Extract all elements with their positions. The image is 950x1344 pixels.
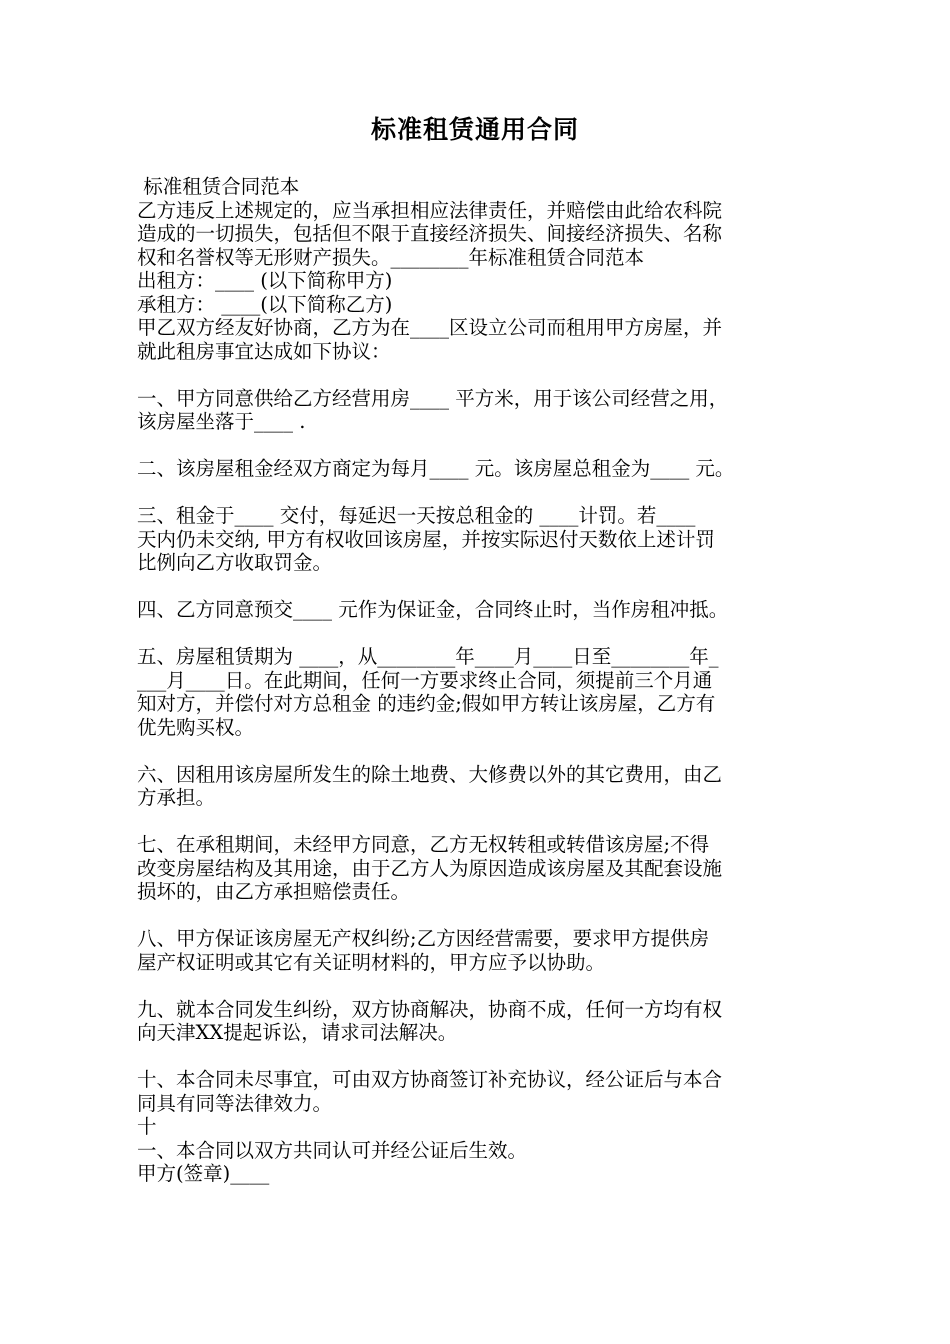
paragraph-spacer [137,481,827,505]
document-line: 承租方： ____(以下简称乙方) [137,292,393,316]
paragraph-spacer [137,974,827,998]
document-line: 一、甲方同意供给乙方经营用房____ 平方米，用于该公司经营之用， [137,386,729,410]
paragraph-spacer [137,739,827,763]
document-line: 九、就本合同发生纠纷，双方协商解决，协商不成，任何一方均有权 [137,997,723,1021]
document-line: 八、甲方保证该房屋无产权纠纷;乙方因经营需要，要求甲方提供房 [137,927,710,950]
document-line: 知对方，并偿付对方总租金 的违约金;假如甲方转让该房屋，乙方有 [137,692,716,715]
document-line: 优先购买权。 [137,715,255,739]
paragraph-spacer [137,575,827,599]
document-line: 比例向乙方收取罚金。 [137,551,333,574]
document-line: 该房屋坐落于____ . [137,410,306,433]
document-line: 向天津XX提起诉讼，请求司法解决。 [137,1021,458,1044]
paragraph-spacer [137,363,827,387]
document-line: ___月____日。在此期间，任何一方要求终止合同，须提前三个月通 [137,668,713,692]
document-line: 损坏的，由乙方承担赔偿责任。 [137,880,411,903]
document-line: 屋产权证明或其它有关证明材料的，甲方应予以协助。 [137,950,606,974]
document-line: 十 [137,1115,157,1138]
document-line: 甲乙双方经友好协商，乙方为在____区设立公司而租用甲方房屋，并 [137,316,723,339]
document-line: 改变房屋结构及其用途，由于乙方人为原因造成该房屋及其配套设施 [137,856,723,880]
document-line: 标准租赁合同范本 [137,175,300,198]
document-line: 四、乙方同意预交____ 元作为保证金，合同终止时，当作房租冲抵。 [137,598,729,621]
document-line: 出租方：____ (以下简称甲方) [137,269,393,292]
paragraph-spacer [137,810,827,834]
paragraph-spacer [137,904,827,928]
document-body [137,175,827,1186]
document-line: 就此租房事宜达成如下协议： [137,339,391,363]
document-line: 六、因租用该房屋所发生的除土地费、大修费以外的其它费用，由乙 [137,762,723,786]
document-line: 三、租金于____ 交付，每延迟一天按总租金的 ____计罚。若____ [137,504,696,527]
document-line: 乙方违反上述规定的，应当承担相应法律责任，并赔偿由此给农科院 [137,198,723,222]
paragraph-spacer [137,622,827,646]
document-line: 十、本合同未尽事宜，可由双方协商签订补充协议，经公证后与本合 [137,1068,723,1091]
paragraph-spacer [137,434,827,458]
document-line: 权和名誉权等无形财产损失。________年标准租赁合同范本 [137,245,645,269]
document-title: 标准租赁通用合同 [370,115,579,144]
document-line: 五、房屋租赁期为 ____，从________年____月____日至________年_ [137,645,719,668]
document-line: 甲方(签章)____ [137,1162,270,1185]
document-line: 方承担。 [137,786,216,809]
paragraph-spacer [137,1045,827,1069]
document-line: 一、本合同以双方共同认可并经公证后生效。 [137,1138,528,1162]
document-line: 造成的一切损失，包括但不限于直接经济损失、间接经济损失、名称 [137,222,723,245]
document-line: 七、在承租期间，未经甲方同意，乙方无权转租或转借该房屋;不得 [137,833,710,856]
document-line: 天内仍未交纳, 甲方有权收回该房屋，并按实际迟付天数依上述计罚 [137,527,715,551]
document-line: 同具有同等法律效力。 [137,1091,333,1115]
document-line: 二、该房屋租金经双方商定为每月____ 元。该房屋总租金为____ 元。 [137,457,735,480]
